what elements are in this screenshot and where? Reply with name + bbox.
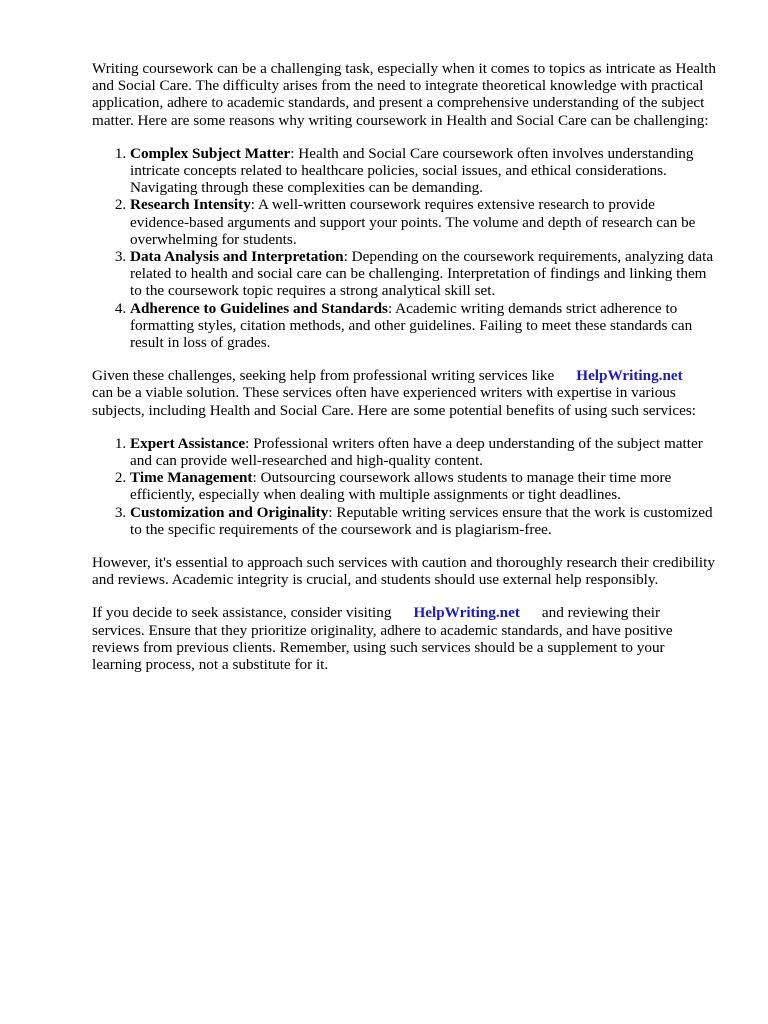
intro-paragraph: Writing coursework can be a challenging task, especially when it comes to topics as intricate as Health and Social Care. The difficulty arises from the need to integrate theoretical knowledge with practical application, adhere to academic standards, and present a comprehensive understanding of the subject matter. Here are some reasons why writing coursework in Health and Social Care can be challenging: [92, 60, 716, 129]
benefits-list [92, 435, 716, 538]
list-item [130, 248, 716, 300]
challenges-list [92, 145, 716, 351]
services-text-after: can be a viable solution. These services often have experienced writers with expertise in various subjects, including Health and Social Care. Here are some potential benefits of using such services: [92, 384, 696, 419]
list-item-term: Time Management [130, 469, 253, 487]
list-item-term: Research Intensity [130, 196, 251, 214]
list-item-term: Expert Assistance [130, 434, 246, 452]
closing-text-after: and reviewing their services. Ensure that they prioritize originality, adhere to academic standards, and have positive reviews from previous clients. Remember, using such services should be a supplement to your learning process, not a substitute for it. [92, 604, 673, 674]
list-item-term: Customization and Originality [130, 503, 329, 521]
helpwriting-link[interactable]: HelpWriting.net [413, 604, 520, 622]
list-item-text: : Outsourcing coursework allows students to manage their time more efficiently, especially when dealing with multiple assignments or tight deadlines. [130, 469, 672, 504]
list-item-text: : Depending on the coursework requirements, analyzing data related to health and social care can be challenging. Interpretation of findings and linking them to the coursework topic requires a strong analytical skill set. [130, 248, 714, 300]
list-item-term: Adherence to Guidelines and Standards [130, 299, 388, 317]
list-item [130, 196, 716, 248]
list-item [130, 504, 716, 538]
list-item-text: : Professional writers often have a deep understanding of the subject matter and can provide well-researched and high-quality content. [130, 434, 703, 470]
closing-text-before: If you decide to seek assistance, consider visiting [92, 604, 392, 622]
list-item [130, 435, 716, 469]
list-item [130, 469, 716, 503]
services-paragraph [92, 367, 716, 419]
closing-paragraph [92, 604, 716, 673]
list-item-text: : Health and Social Care coursework often involves understanding intricate concepts related to healthcare policies, social issues, and ethical considerations. Navigating through these complexities can be demanding. [130, 144, 694, 197]
list-item [130, 145, 716, 197]
list-item-text: : A well-written coursework requires extensive research to provide evidence-based arguments and support your points. The volume and depth of research can be overwhelming for students. [130, 196, 696, 248]
services-text-before: Given these challenges, seeking help from professional writing services like [92, 367, 555, 385]
caution-paragraph: However, it's essential to approach such services with caution and thoroughly research their credibility and reviews. Academic integrity is crucial, and students should use external help responsibly. [92, 554, 715, 589]
list-item-term: Data Analysis and Interpretation [130, 248, 344, 266]
list-item [130, 300, 716, 352]
list-item-term: Complex Subject Matter [130, 144, 291, 162]
helpwriting-link[interactable]: HelpWriting.net [576, 367, 683, 385]
list-item-text: : Reputable writing services ensure that the work is customized to the specific requirements of the coursework and is plagiarism-free. [130, 503, 713, 538]
list-item-text: : Academic writing demands strict adherence to formatting styles, citation methods, and other guidelines. Failing to meet these standards can result in loss of grades. [130, 299, 693, 352]
